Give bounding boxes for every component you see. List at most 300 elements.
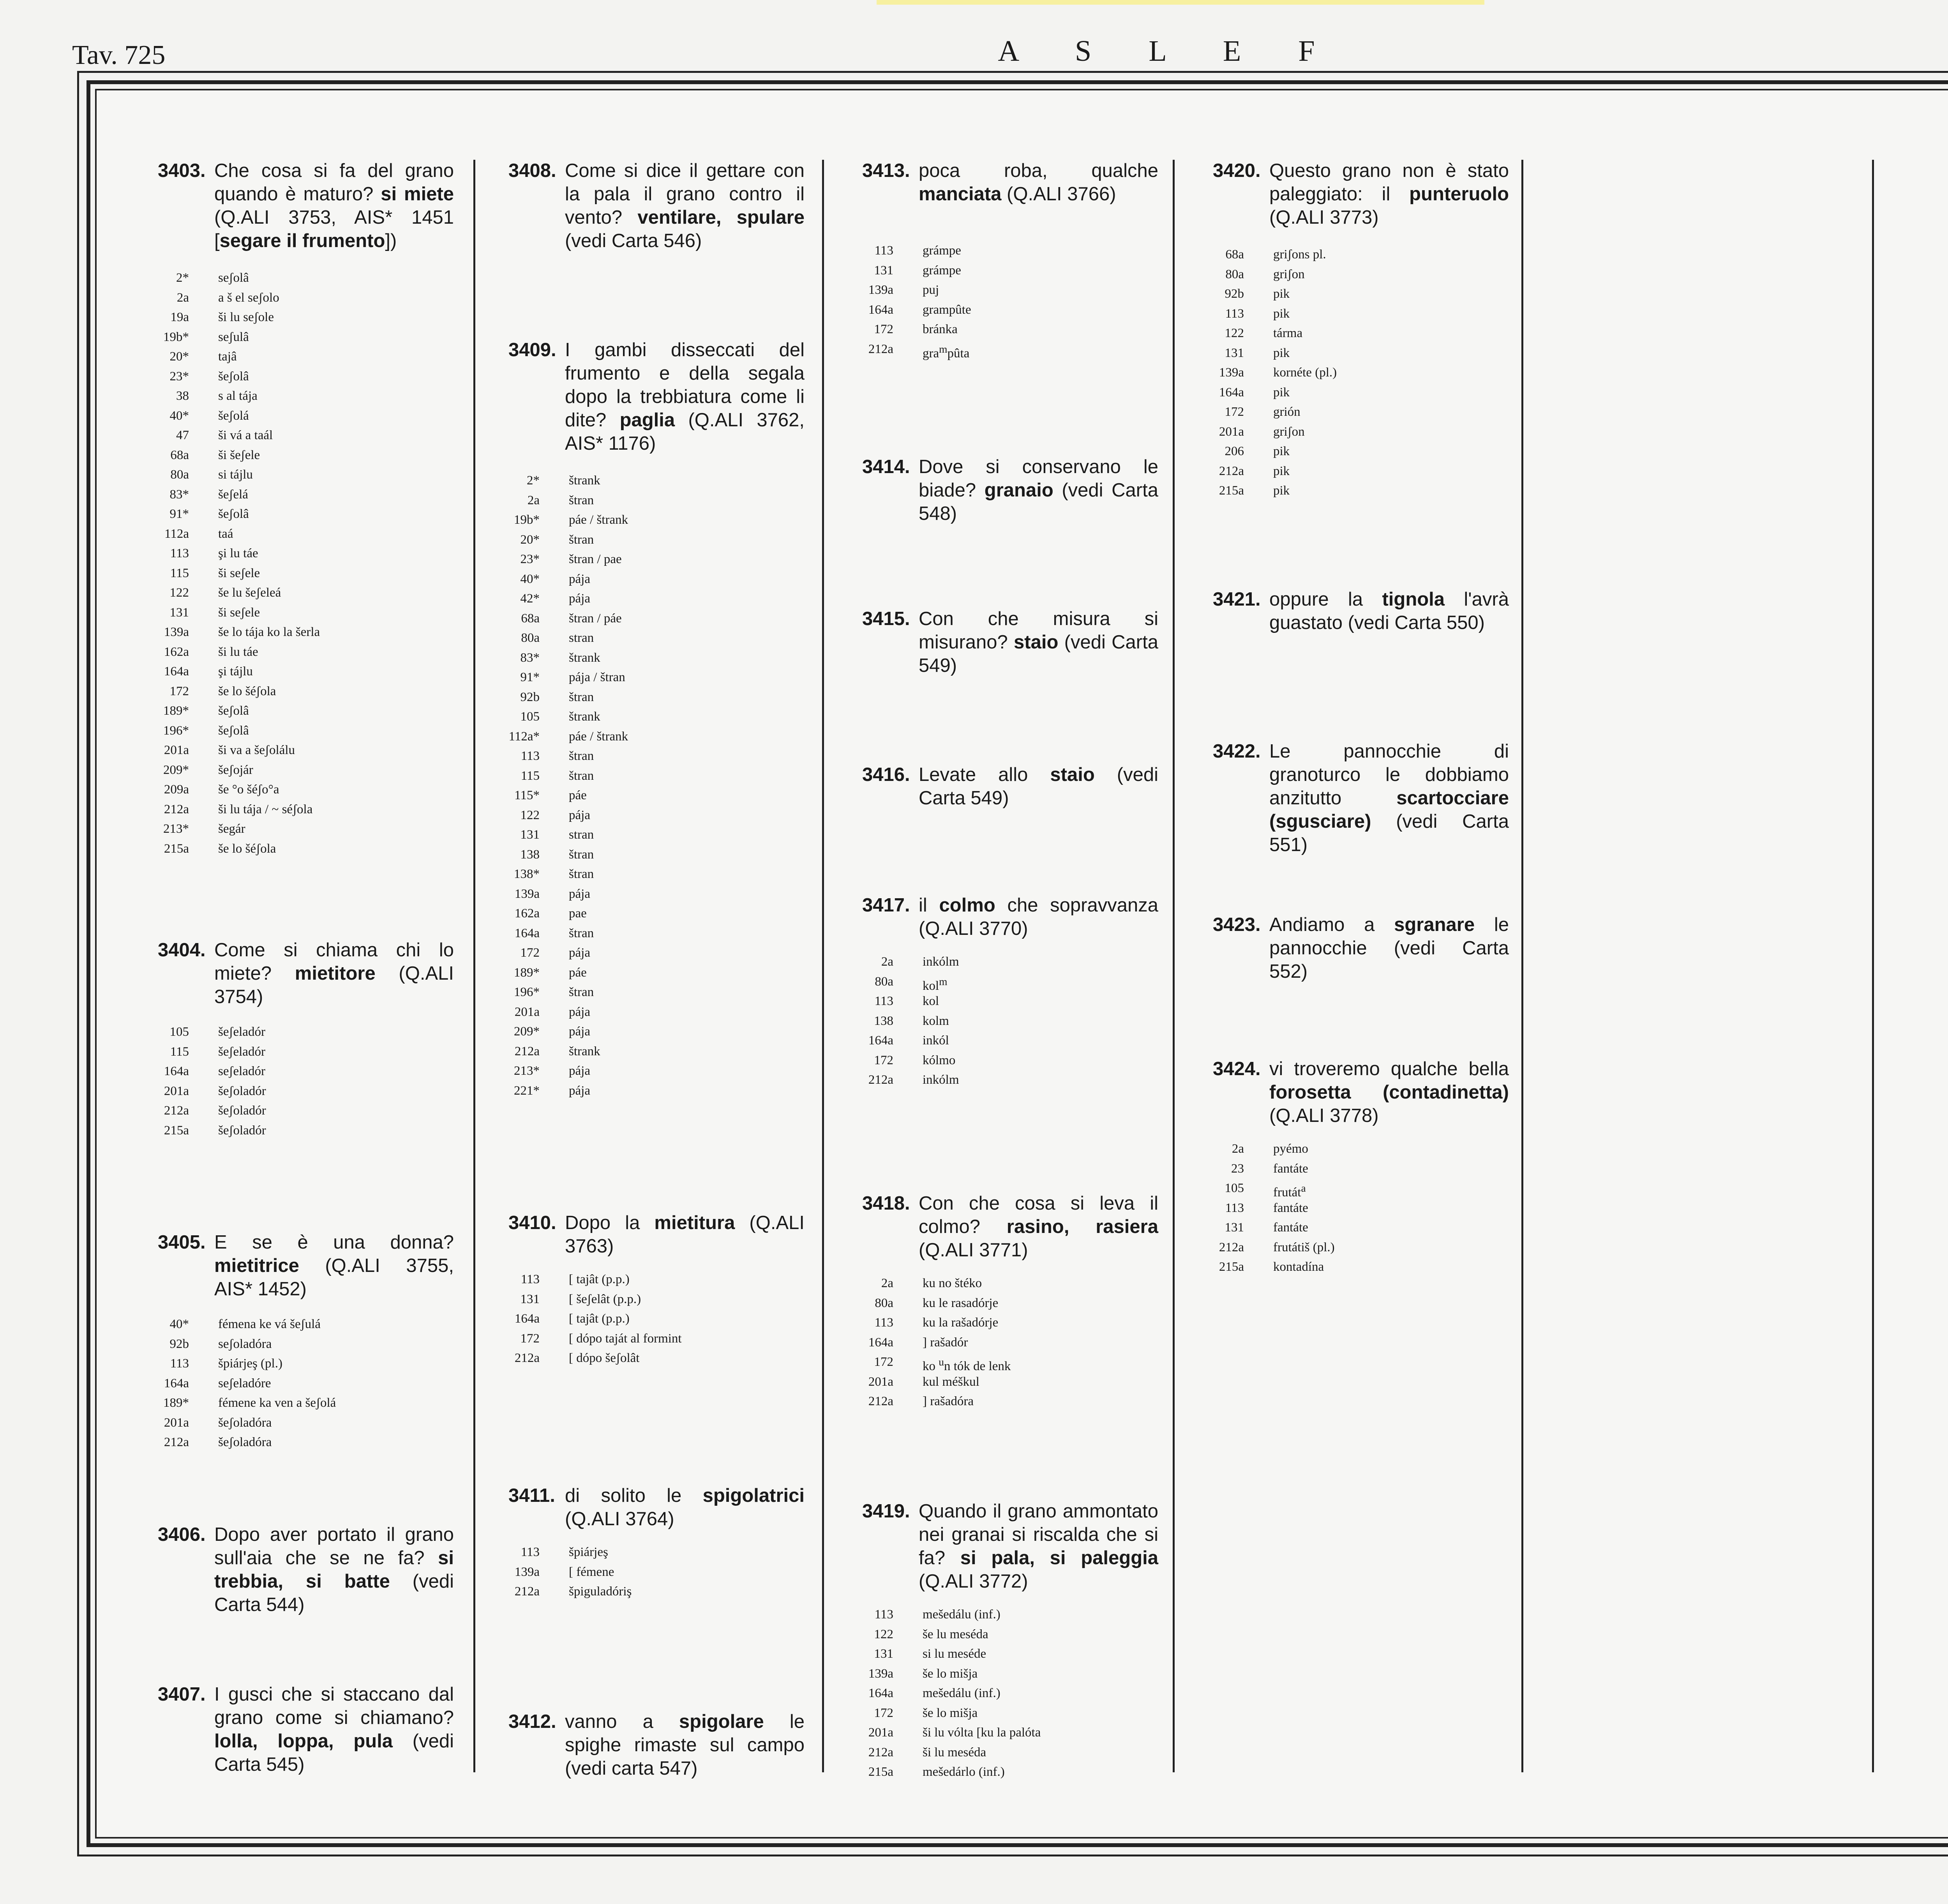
question-number: 3414. <box>862 456 910 477</box>
survey-point: 215a <box>164 1123 189 1137</box>
dialect-form: ši vá a taál <box>218 428 273 442</box>
dialect-form: frutát$^a$ <box>1273 1182 1306 1199</box>
survey-point: 215a <box>1219 1260 1244 1274</box>
dialect-form: štran / pae <box>569 552 622 566</box>
question-number: 3405. <box>158 1232 206 1253</box>
dialect-form: pája <box>569 1005 590 1019</box>
question-text: Questo grano non è stato paleggiato: il punteruolo (Q.ALI 3773) <box>1269 160 1509 228</box>
dialect-form: tárma <box>1273 326 1303 340</box>
survey-point: 113 <box>874 1316 893 1330</box>
dialect-form: kontadína <box>1273 1260 1324 1274</box>
question-text: di solito le spigolatrici (Q.ALI 3764) <box>565 1485 805 1530</box>
survey-point: 164a <box>868 302 893 317</box>
survey-point: 172 <box>520 1331 540 1346</box>
survey-point: 113 <box>521 1272 540 1286</box>
survey-point: 113 <box>1225 306 1244 321</box>
dialect-form: stran <box>569 631 594 645</box>
dialect-form: šegár <box>218 822 245 836</box>
question-text: Dopo la mietitura (Q.ALI 3763) <box>565 1212 805 1257</box>
dialect-form: šeʃolá <box>218 408 249 423</box>
survey-point: 68a <box>521 611 540 625</box>
question-number: 3423. <box>1213 914 1261 935</box>
survey-point: 164a <box>164 1064 189 1078</box>
dialect-form: šeʃoladóra <box>218 1435 272 1449</box>
survey-point: 92b <box>1225 287 1244 301</box>
question-text: il colmo che sopravvanza (Q.ALI 3770) <box>919 895 1159 939</box>
dialect-form: šeʃoladór <box>218 1104 266 1118</box>
question-text: Dopo aver portato il grano sull'aia che se ne fa? si trebbia, si batte (vedi Carta 544) <box>214 1524 454 1615</box>
dialect-form: ši lu vólta [ku la palóta <box>923 1726 1041 1740</box>
survey-point: 212a <box>868 1745 893 1759</box>
survey-point: 80a <box>875 974 893 989</box>
dialect-form: pae <box>569 906 587 920</box>
dialect-form: še lo mišja <box>923 1706 978 1720</box>
dialect-form: kólmo <box>923 1053 956 1067</box>
dialect-form: šeʃojár <box>218 763 253 777</box>
dialect-form: špiárjeş <box>569 1545 608 1559</box>
survey-point: 122 <box>1225 326 1244 340</box>
dialect-form: şi lu táe <box>218 546 258 560</box>
dialect-form: griʃon <box>1273 267 1305 281</box>
dialect-form: s al tája <box>218 389 258 403</box>
dialect-form: šeʃoladór <box>218 1123 266 1137</box>
dialect-form: ši šeʃele <box>218 448 260 462</box>
question-text: Le pannocchie di granoturco le dobbiamo anzitutto scartocciare (sgusciare) (vedi Carta 551) <box>1269 741 1509 855</box>
survey-point: 131 <box>1225 346 1244 360</box>
survey-point: 162a <box>514 906 540 920</box>
question-text: I gusci che si staccano dal grano come si chiamano? lolla, loppa, pula (vedi Carta 545) <box>214 1684 454 1775</box>
survey-point: 131 <box>520 1292 540 1306</box>
dialect-form: še lu šeʃeleá <box>218 586 281 600</box>
survey-point: 20* <box>169 350 189 364</box>
dialect-form: pik <box>1273 306 1290 321</box>
survey-point: 139a <box>868 1666 893 1681</box>
question-text: vanno a spigolare le spighe rimaste sul campo (vedi carta 547) <box>565 1711 805 1779</box>
column-divider <box>822 160 824 1772</box>
dialect-form: seʃeladór <box>218 1064 265 1078</box>
dialect-form: ši lu tája / ~ séʃola <box>218 802 313 816</box>
column-divider <box>1173 160 1175 1772</box>
survey-point: 196* <box>514 985 540 999</box>
dialect-form: kul méškul <box>923 1374 979 1389</box>
survey-point: 189* <box>514 965 540 980</box>
survey-point: 213* <box>514 1064 540 1078</box>
question-number: 3421. <box>1213 589 1261 610</box>
dialect-form: pája <box>569 1064 590 1078</box>
survey-point: 23 <box>1231 1161 1244 1176</box>
dialect-form: seʃeladóre <box>218 1376 271 1390</box>
survey-point: 122 <box>169 586 189 600</box>
dialect-form: bránka <box>923 322 958 336</box>
question-text: Come si dice il gettare con la pala il grano contro il vento? ventilare, spulare (vedi Carta 546) <box>565 160 805 251</box>
survey-point: 80a <box>875 1296 893 1310</box>
dialect-form: pája <box>569 1024 590 1039</box>
dialect-form: ku la rašadórje <box>923 1316 999 1330</box>
dialect-form: pik <box>1273 346 1290 360</box>
question-number: 3412. <box>508 1711 556 1732</box>
dialect-form: kol$^m$ <box>923 975 948 993</box>
dialect-form: si tájlu <box>218 468 253 482</box>
survey-point: 212a <box>164 802 189 816</box>
dialect-form: pája <box>569 572 590 586</box>
dialect-form: šeʃeladór <box>218 1044 265 1059</box>
survey-point: 212a <box>164 1104 189 1118</box>
survey-point: 139a <box>164 625 189 639</box>
survey-point: 113 <box>521 749 540 763</box>
dialect-form: špiárjeş (pl.) <box>218 1356 282 1371</box>
dialect-form: puj <box>923 283 939 297</box>
survey-point: 201a <box>1219 424 1244 439</box>
dialect-form: ] rašadór <box>923 1335 968 1349</box>
question-number: 3420. <box>1213 160 1261 181</box>
dialect-form: pik <box>1273 464 1290 478</box>
dialect-form: še lo tája ko la šerla <box>218 625 320 639</box>
question-number: 3409. <box>508 339 556 360</box>
plate-number: Tav. 725 <box>72 40 166 70</box>
survey-point: 212a <box>514 1044 540 1058</box>
survey-point: 113 <box>874 1607 893 1621</box>
survey-point: 164a <box>868 1033 893 1047</box>
survey-point: 19b* <box>163 330 189 344</box>
dialect-form: fantáte <box>1273 1201 1308 1215</box>
question-number: 3410. <box>508 1212 556 1233</box>
dialect-form: fantáte <box>1273 1161 1308 1176</box>
survey-point: 115* <box>514 788 540 802</box>
highlight-strip <box>877 0 1484 5</box>
dialect-form: štran <box>569 768 594 783</box>
survey-point: 139a <box>514 1565 540 1579</box>
dialect-form: štran <box>569 749 594 763</box>
dialect-form: fantáte <box>1273 1220 1308 1235</box>
dialect-form: štrank <box>569 1044 600 1058</box>
dialect-form: [ šeʃelât (p.p.) <box>569 1292 641 1306</box>
survey-point: 172 <box>874 1355 893 1369</box>
question-number: 3407. <box>158 1684 206 1705</box>
dialect-form: fémena ke vá šeʃulá <box>218 1317 321 1331</box>
survey-point: 80a <box>170 468 189 482</box>
survey-point: 201a <box>164 1084 189 1098</box>
dialect-form: ku no štéko <box>923 1276 982 1290</box>
atlas-title: A S L E F <box>998 35 1340 67</box>
survey-point: 172 <box>874 322 893 336</box>
survey-point: 201a <box>514 1005 540 1019</box>
dialect-form: šeʃolâ <box>218 723 249 738</box>
dialect-form: štrank <box>569 710 600 724</box>
survey-point: 115 <box>521 768 540 783</box>
dialect-form: páe <box>569 788 587 802</box>
survey-point: 91* <box>169 507 189 521</box>
dialect-form: grión <box>1273 405 1300 419</box>
survey-point: 92b <box>520 690 540 704</box>
question-number: 3406. <box>158 1524 206 1545</box>
dialect-form: štran <box>569 926 594 940</box>
question-number: 3419. <box>862 1501 910 1522</box>
survey-point: 201a <box>164 1415 189 1430</box>
dialect-form: a š el seʃolo <box>218 290 279 305</box>
question-text: oppure la tignola l'avrà guastato (vedi Carta 550) <box>1269 589 1509 633</box>
survey-point: 2a <box>176 290 189 305</box>
survey-point: 40* <box>169 408 189 423</box>
dialect-form: ko $^u$n tók de lenk <box>923 1356 1011 1373</box>
survey-point: 139a <box>868 283 893 297</box>
dialect-form: kornéte (pl.) <box>1273 366 1337 380</box>
dialect-form: fémene ka ven a šeʃolá <box>218 1396 336 1410</box>
question-text: Come si chiama chi lo miete? mietitore (Q.ALI 3754) <box>214 940 454 1007</box>
survey-point: 221* <box>514 1083 540 1098</box>
survey-point: 212a <box>514 1351 540 1365</box>
survey-point: 113 <box>874 244 893 258</box>
dialect-form: taá <box>218 526 233 541</box>
survey-point: 80a <box>1225 267 1244 281</box>
dialect-form: štran <box>569 847 594 862</box>
survey-point: 112a <box>164 526 189 541</box>
question-number: 3418. <box>862 1193 910 1214</box>
question-text: E se è una donna? mietitrice (Q.ALI 3755, AIS* 1452) <box>214 1232 454 1300</box>
survey-point: 2a <box>527 493 540 507</box>
survey-point: 105 <box>1225 1181 1244 1195</box>
question-text: I gambi disseccati del frumento e della segala dopo la trebbiatura come li dite? paglia (Q.ALI 3762, AIS* 1176) <box>565 339 805 454</box>
question-number: 3404. <box>158 940 206 961</box>
question-number: 3408. <box>508 160 556 181</box>
dialect-form: [ dópo taját al formint <box>569 1331 682 1346</box>
dialect-form: kolm <box>923 1014 949 1028</box>
survey-point: 164a <box>868 1686 893 1700</box>
dialect-form: pája <box>569 946 590 960</box>
dialect-form: ] rašadóra <box>923 1394 974 1408</box>
survey-point: 212a <box>868 1394 893 1408</box>
dialect-form: mešedálu (inf.) <box>923 1686 1000 1700</box>
survey-point: 47 <box>176 428 189 442</box>
survey-point: 215a <box>1219 484 1244 498</box>
dialect-form: pik <box>1273 444 1290 458</box>
question-text: poca roba, qualche manciata (Q.ALI 3766) <box>919 160 1158 205</box>
dialect-form: ši seʃele <box>218 605 260 620</box>
survey-point: 105 <box>520 710 540 724</box>
survey-point: 213* <box>163 822 189 836</box>
survey-point: 131 <box>1225 1220 1244 1235</box>
question-number: 3403. <box>158 160 206 181</box>
survey-point: 201a <box>164 743 189 757</box>
survey-point: 23* <box>169 369 189 383</box>
dialect-form: štrank <box>569 650 600 665</box>
survey-point: 172 <box>1225 405 1244 419</box>
survey-point: 122 <box>874 1627 893 1641</box>
survey-point: 42* <box>520 592 540 606</box>
dialect-form: šeʃeladór <box>218 1025 265 1039</box>
survey-point: 115 <box>170 1044 189 1059</box>
survey-point: 215a <box>164 841 189 856</box>
dialect-form: špiguladóriş <box>569 1584 632 1598</box>
survey-point: 212a <box>164 1435 189 1449</box>
survey-point: 138* <box>514 867 540 881</box>
question-number: 3413. <box>862 160 910 181</box>
survey-point: 138 <box>874 1014 893 1028</box>
question-number: 3424. <box>1213 1058 1261 1079</box>
dialect-form: pik <box>1273 484 1290 498</box>
dialect-form: páe / štrank <box>569 729 628 744</box>
dialect-form: pája / štran <box>569 670 625 684</box>
survey-point: 20* <box>520 532 540 547</box>
dialect-form: ši seʃele <box>218 566 260 580</box>
survey-point: 206 <box>1225 444 1244 458</box>
dialect-form: še lu meséda <box>923 1627 988 1641</box>
dialect-form: grámpe <box>923 244 961 258</box>
dialect-form: štran / páe <box>569 611 622 625</box>
survey-point: 131 <box>874 263 893 277</box>
dialect-form: štran <box>569 867 594 881</box>
question-number: 3416. <box>862 764 910 785</box>
survey-point: 113 <box>170 1356 189 1371</box>
survey-point: 209* <box>163 763 189 777</box>
survey-point: 2a <box>881 1276 893 1290</box>
dialect-form: ši lu seʃole <box>218 310 274 324</box>
column-divider <box>1521 160 1523 1772</box>
dialect-form: grampûte <box>923 302 971 317</box>
dialect-form: ši va a šeʃolálu <box>218 743 295 757</box>
dialect-form: inkólm <box>923 955 959 969</box>
question-text: Con che misura si misurano? staio (vedi Carta 549) <box>919 608 1158 676</box>
survey-point: 172 <box>169 684 189 698</box>
survey-point: 113 <box>521 1545 540 1559</box>
dialect-form: griʃons pl. <box>1273 247 1326 261</box>
survey-point: 209a <box>164 782 189 797</box>
dialect-form: gra$^m$pûta <box>923 343 970 360</box>
survey-point: 91* <box>520 670 540 684</box>
survey-point: 113 <box>1225 1201 1244 1215</box>
survey-point: 113 <box>170 546 189 560</box>
survey-point: 40* <box>169 1317 189 1331</box>
dialect-form: šeʃolâ <box>218 369 249 383</box>
dialect-form: [ tajât (p.p.) <box>569 1272 630 1286</box>
survey-point: 138 <box>520 847 540 862</box>
survey-point: 92b <box>169 1337 189 1351</box>
survey-point: 105 <box>169 1025 189 1039</box>
dialect-form: inkólm <box>923 1073 959 1087</box>
survey-point: 164a <box>164 1376 189 1390</box>
survey-point: 196* <box>163 723 189 738</box>
dialect-form: ši lu táe <box>218 645 258 659</box>
survey-point: 19b* <box>514 513 540 527</box>
dialect-form: ši lu meséda <box>923 1745 986 1759</box>
survey-point: 38 <box>176 389 189 403</box>
dialect-form: inkól <box>923 1033 949 1047</box>
survey-point: 83* <box>520 650 540 665</box>
question-number: 3422. <box>1213 741 1261 762</box>
survey-point: 162a <box>164 645 189 659</box>
column-divider <box>1872 160 1874 1772</box>
question-text: Dove si conservano le biade? granaio (vedi Carta 548) <box>919 456 1158 524</box>
survey-point: 212a <box>868 342 893 356</box>
survey-point: 131 <box>874 1647 893 1661</box>
dialect-form: šeʃelá <box>218 487 248 502</box>
survey-point: 215a <box>868 1765 893 1779</box>
survey-point: 19a <box>170 310 189 324</box>
dialect-form: páe / štrank <box>569 513 628 527</box>
survey-point: 201a <box>868 1726 893 1740</box>
dialect-form: grámpe <box>923 263 961 277</box>
column-divider <box>473 160 475 1772</box>
survey-point: 164a <box>1219 385 1244 399</box>
question-number: 3415. <box>862 608 910 629</box>
dialect-form: štran <box>569 493 594 507</box>
question-text: Quando il grano ammontato nei granai si riscalda che si fa? si pala, si paleggia (Q.ALI 3772) <box>919 1501 1158 1592</box>
dialect-form: pik <box>1273 385 1290 399</box>
dialect-form: páe <box>569 965 587 980</box>
survey-point: 172 <box>520 946 540 960</box>
dialect-form: kol <box>923 994 939 1008</box>
survey-point: 2* <box>176 271 189 285</box>
survey-point: 139a <box>1219 366 1244 380</box>
question-number: 3417. <box>862 895 910 916</box>
dialect-form: pája <box>569 592 590 606</box>
dialect-form: še lo mišja <box>923 1666 978 1681</box>
survey-point: 112a* <box>508 729 540 744</box>
survey-point: 209* <box>514 1024 540 1039</box>
dialect-form: še °o šéʃo°a <box>218 782 279 797</box>
dialect-form: seʃulâ <box>218 330 249 344</box>
survey-point: 212a <box>868 1073 893 1087</box>
dialect-form: šeʃoladór <box>218 1084 266 1098</box>
dialect-form: šeʃolâ <box>218 704 249 718</box>
survey-point: 172 <box>874 1053 893 1067</box>
survey-point: 164a <box>164 664 189 678</box>
dialect-form: stran <box>569 828 594 842</box>
dialect-form: tajâ <box>218 350 237 364</box>
survey-point: 172 <box>874 1706 893 1720</box>
dialect-form: pája <box>569 1083 590 1098</box>
survey-point: 212a <box>514 1584 540 1598</box>
survey-point: 212a <box>1219 464 1244 478</box>
question-text: Che cosa si fa del grano quando è maturo? si miete (Q.ALI 3753, AIS* 1451 [segare il frumento]) <box>214 160 454 251</box>
dialect-form: mešedálu (inf.) <box>923 1607 1000 1621</box>
survey-point: 23* <box>520 552 540 566</box>
dialect-form: griʃon <box>1273 424 1305 439</box>
survey-point: 212a <box>1219 1240 1244 1254</box>
dialect-form: šeʃoladóra <box>218 1415 272 1430</box>
dialect-form: štrank <box>569 473 600 487</box>
dialect-form: si lu meséde <box>923 1647 986 1661</box>
dialect-form: šeʃolâ <box>218 507 249 521</box>
survey-point: 113 <box>874 994 893 1008</box>
dialect-form: pik <box>1273 287 1290 301</box>
question-number: 3411. <box>508 1485 555 1506</box>
survey-point: 131 <box>169 605 189 620</box>
question-text: vi troveremo qualche bella forosetta (contadinetta) (Q.ALI 3778) <box>1269 1058 1509 1126</box>
dialect-form: pája <box>569 887 590 901</box>
survey-point: 2a <box>881 955 893 969</box>
survey-point: 139a <box>514 887 540 901</box>
survey-point: 83* <box>169 487 189 502</box>
dialect-form: frutátiš (pl.) <box>1273 1240 1335 1254</box>
survey-point: 115 <box>170 566 189 580</box>
dialect-form: seʃoladóra <box>218 1337 272 1351</box>
dialect-form: štran <box>569 532 594 547</box>
dialect-form: še lo šéʃola <box>218 684 276 698</box>
question-text: Andiamo a sgranare le pannocchie (vedi Carta 552) <box>1269 914 1509 982</box>
dialect-form: ku le rasadórje <box>923 1296 999 1310</box>
dialect-form: seʃolâ <box>218 271 249 285</box>
dialect-form: štran <box>569 985 594 999</box>
survey-point: 164a <box>868 1335 893 1349</box>
dialect-form: pyémo <box>1273 1142 1308 1156</box>
dialect-form: şi tájlu <box>218 664 253 678</box>
dialect-form: [ dópo šeʃolât <box>569 1351 640 1365</box>
survey-point: 164a <box>514 926 540 940</box>
survey-point: 2a <box>1232 1142 1244 1156</box>
survey-point: 40* <box>520 572 540 586</box>
survey-point: 122 <box>520 808 540 822</box>
question-text: Con che cosa si leva il colmo? rasino, rasiera (Q.ALI 3771) <box>919 1193 1158 1261</box>
